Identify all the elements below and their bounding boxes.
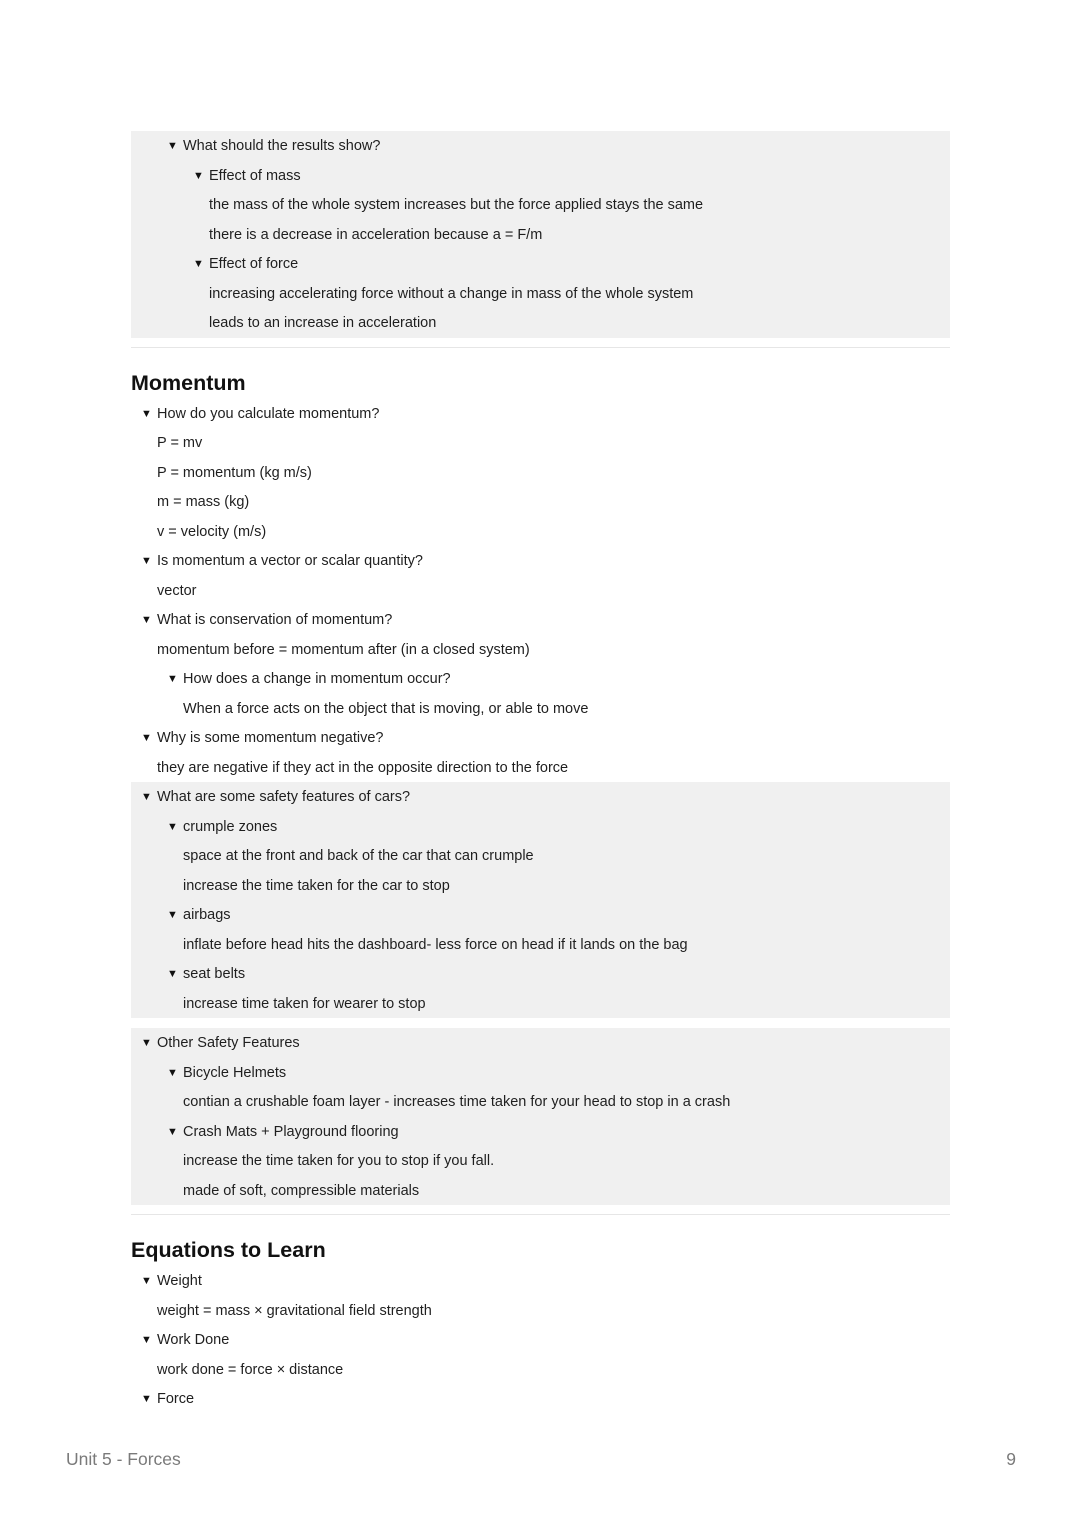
divider: [131, 1214, 950, 1215]
toggle-label: seat belts: [183, 966, 246, 982]
text-line: m = mass (kg): [157, 494, 250, 510]
toggle-results[interactable]: [131, 131, 950, 161]
text-line: the mass of the whole system increases but the force applied stays the same: [209, 197, 704, 213]
text-line: P = momentum (kg m/s): [157, 464, 312, 481]
text-line: increase the time taken for you to stop if you fall.: [183, 1153, 495, 1169]
text-line: v = velocity (m/s): [157, 523, 267, 540]
triangle-down-icon[interactable]: ▼: [193, 169, 204, 182]
text-line: momentum before = momentum after (in a closed system): [157, 641, 530, 658]
toggle-label: Effect of force: [209, 256, 299, 272]
triangle-down-icon[interactable]: ▼: [141, 614, 152, 626]
text-line: increase the time taken for the car to stop: [183, 877, 450, 894]
heading-momentum: Momentum: [131, 370, 246, 395]
toggle-label: Bicycle Helmets: [183, 1064, 287, 1081]
toggle-bicycle-helmets[interactable]: [131, 1058, 950, 1088]
triangle-down-icon[interactable]: ▼: [141, 791, 152, 803]
toggle-label: Is momentum a vector or scalar quantity?: [157, 553, 423, 569]
text-line: inflate before head hits the dashboard- less force on head if it lands on the bag: [183, 936, 688, 953]
page-number: 9: [1006, 1449, 1016, 1469]
toggle-change-momentum[interactable]: [131, 664, 950, 694]
text-line: there is a decrease in acceleration because a = F/m: [209, 226, 543, 243]
toggle-safety-features[interactable]: [131, 782, 950, 812]
text-line: vector: [157, 582, 197, 599]
toggle-label: Effect of mass: [209, 167, 301, 184]
toggle-effect-of-force[interactable]: [131, 249, 950, 279]
triangle-down-icon[interactable]: ▼: [167, 140, 178, 152]
toggle-label: How do you calculate momentum?: [157, 405, 380, 422]
toggle-conservation[interactable]: [131, 605, 950, 635]
toggle-label: Other Safety Features: [157, 1035, 300, 1051]
footer-title: Unit 5 - Forces: [66, 1449, 181, 1469]
toggle-label: What is conservation of momentum?: [157, 612, 393, 628]
triangle-down-icon[interactable]: ▼: [167, 1125, 178, 1138]
toggle-vector-scalar[interactable]: [131, 546, 950, 576]
toggle-other-safety[interactable]: [131, 1028, 950, 1058]
toggle-label: Force: [157, 1391, 195, 1407]
toggle-label: Crash Mats + Playground flooring: [183, 1123, 399, 1140]
toggle-airbags[interactable]: [131, 900, 950, 930]
text-line: weight = mass × gravitational field strength: [157, 1302, 432, 1319]
text-line: When a force acts on the object that is moving, or able to move: [183, 700, 589, 717]
toggle-weight[interactable]: [131, 1266, 950, 1296]
toggle-seat-belts[interactable]: [131, 959, 950, 989]
toggle-label: airbags: [183, 907, 231, 923]
triangle-down-icon[interactable]: ▼: [141, 1275, 152, 1287]
page-content: [131, 131, 950, 1414]
text-line: increase time taken for wearer to stop: [183, 995, 426, 1012]
text-line: they are negative if they act in the opposite direction to the force: [157, 759, 569, 776]
text-line: work done = force × distance: [157, 1361, 344, 1378]
triangle-down-icon[interactable]: ▼: [141, 1393, 152, 1405]
triangle-down-icon[interactable]: ▼: [167, 968, 178, 980]
toggle-negative-momentum[interactable]: [131, 723, 950, 753]
triangle-down-icon[interactable]: ▼: [141, 1037, 152, 1049]
text-line: increasing accelerating force without a change in mass of the whole system: [209, 285, 694, 302]
toggle-crumple-zones[interactable]: [131, 812, 950, 842]
triangle-down-icon[interactable]: ▼: [141, 732, 152, 744]
text-line: P = mv: [157, 435, 203, 451]
toggle-force[interactable]: [131, 1384, 950, 1414]
text-line: space at the front and back of the car that can crumple: [183, 848, 534, 864]
toggle-crash-mats[interactable]: [131, 1117, 950, 1147]
toggle-label: What are some safety features of cars?: [157, 789, 411, 805]
triangle-down-icon[interactable]: ▼: [141, 1334, 152, 1346]
other-safety-block: [131, 1028, 950, 1205]
toggle-label: crumple zones: [183, 818, 278, 835]
triangle-down-icon[interactable]: ▼: [141, 407, 152, 420]
toggle-label: Work Done: [157, 1332, 230, 1348]
text-line: leads to an increase in acceleration: [209, 315, 437, 331]
toggle-work-done[interactable]: [131, 1325, 950, 1355]
triangle-down-icon[interactable]: ▼: [167, 1066, 178, 1079]
text-line: made of soft, compressible materials: [183, 1182, 420, 1199]
toggle-label: How does a change in momentum occur?: [183, 671, 451, 687]
triangle-down-icon[interactable]: ▼: [167, 820, 178, 833]
toggle-calc-momentum[interactable]: [131, 399, 950, 429]
toggle-effect-of-mass[interactable]: [131, 161, 950, 191]
triangle-down-icon[interactable]: ▼: [167, 673, 178, 685]
triangle-down-icon[interactable]: ▼: [193, 258, 204, 270]
toggle-label: Weight: [157, 1273, 202, 1289]
results-block: [131, 131, 950, 338]
toggle-label: Why is some momentum negative?: [157, 730, 384, 746]
safety-block: [131, 782, 950, 1018]
triangle-down-icon[interactable]: ▼: [141, 555, 152, 567]
text-line: contian a crushable foam layer - increases time taken for your head to stop in a crash: [183, 1094, 731, 1110]
toggle-label: What should the results show?: [183, 138, 381, 154]
triangle-down-icon[interactable]: ▼: [167, 909, 178, 921]
divider: [131, 347, 950, 348]
heading-equations: Equations to Learn: [131, 1238, 326, 1262]
